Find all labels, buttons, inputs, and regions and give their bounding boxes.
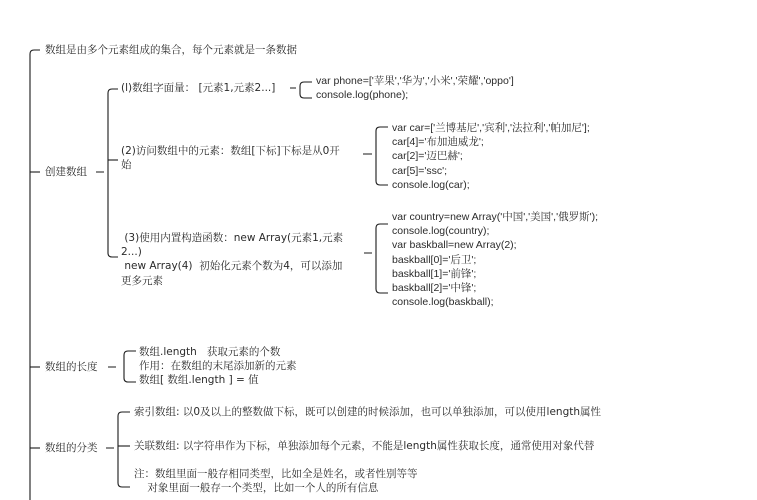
create-topic: 创建数组: [45, 166, 87, 178]
assoc-array-note: 关联数组: 以字符串作为下标，单独添加每个元素，不能是length属性获取长度，通常使用对象代替: [134, 440, 595, 452]
access-label: [121, 144, 340, 172]
note-line: 数组.length 获取元素的个数: [139, 346, 281, 358]
note-line: 注：数组里面一般存相同类型，比如全是姓名，或者性别等等: [134, 468, 418, 480]
code-line: console.log(phone);: [316, 89, 409, 102]
label-line: 2...): [121, 246, 142, 259]
literal-label: (l)数组字面量： [元素1,元素2...]: [121, 82, 276, 94]
length-bracket: [108, 351, 136, 382]
code-line: car[2]='迈巴赫';: [392, 150, 463, 163]
code-line: car[4]='布加迪威龙';: [392, 136, 484, 149]
label-line: (3)使用内置构造函数：new Array(元素1,元素: [121, 232, 344, 244]
length-topic: 数组的长度: [45, 361, 98, 373]
code-line: var car=['兰博基尼','宾利','法拉利','帕加尼'];: [392, 122, 590, 134]
constructor-bracket: [364, 224, 388, 293]
code-line: baskball[1]='前锋';: [392, 267, 477, 280]
note-line: 作用：在数组的末尾添加新的元素: [139, 360, 297, 373]
code-line: baskball[0]='后卫';: [392, 253, 477, 266]
root-topic: 数组是由多个元素组成的集合，每个元素就是一条数据: [45, 44, 297, 56]
note-line: 数组[ 数组.length ] = 值: [139, 374, 259, 387]
constructor-label: [121, 231, 343, 288]
note-line: 对象里面一般存一个类型，比如一个人的所有信息: [134, 482, 379, 495]
main-bracket: [30, 50, 40, 500]
code-line: var phone=['苹果','华为','小米','荣耀','oppo']: [316, 75, 514, 87]
code-line: baskball[2]='中锋';: [392, 281, 477, 294]
index-array-note: 索引数组: 以0及以上的整数做下标，既可以创建的时候添加，也可以单独添加，可以使用length属性: [134, 406, 602, 418]
literal-code: [316, 74, 514, 102]
length-notes: [139, 345, 297, 388]
code-line: console.log(baskball);: [392, 296, 494, 309]
access-bracket: [363, 127, 388, 185]
literal-bracket: [290, 82, 312, 98]
classify-topic: 数组的分类: [45, 442, 98, 454]
code-line: var country=new Array('中国','美国','俄罗斯');: [392, 211, 599, 223]
code-line: console.log(country);: [392, 225, 490, 238]
label-line: new Array(4) 初始化元素个数为4，可以添加: [121, 260, 343, 273]
create-bracket: [96, 89, 118, 257]
code-line: var baskball=new Array(2);: [392, 239, 517, 252]
access-code: [392, 121, 590, 192]
type-note: [134, 467, 418, 495]
code-line: car[5]='ssc';: [392, 164, 448, 177]
label-line: 始: [121, 159, 132, 172]
label-line: 更多元素: [121, 274, 163, 287]
label-line: (2)访问数组中的元素：数组[下标]下标是从0开: [121, 145, 340, 157]
classify-bracket: [106, 412, 130, 487]
constructor-code: [392, 210, 598, 309]
code-line: console.log(car);: [392, 178, 470, 191]
